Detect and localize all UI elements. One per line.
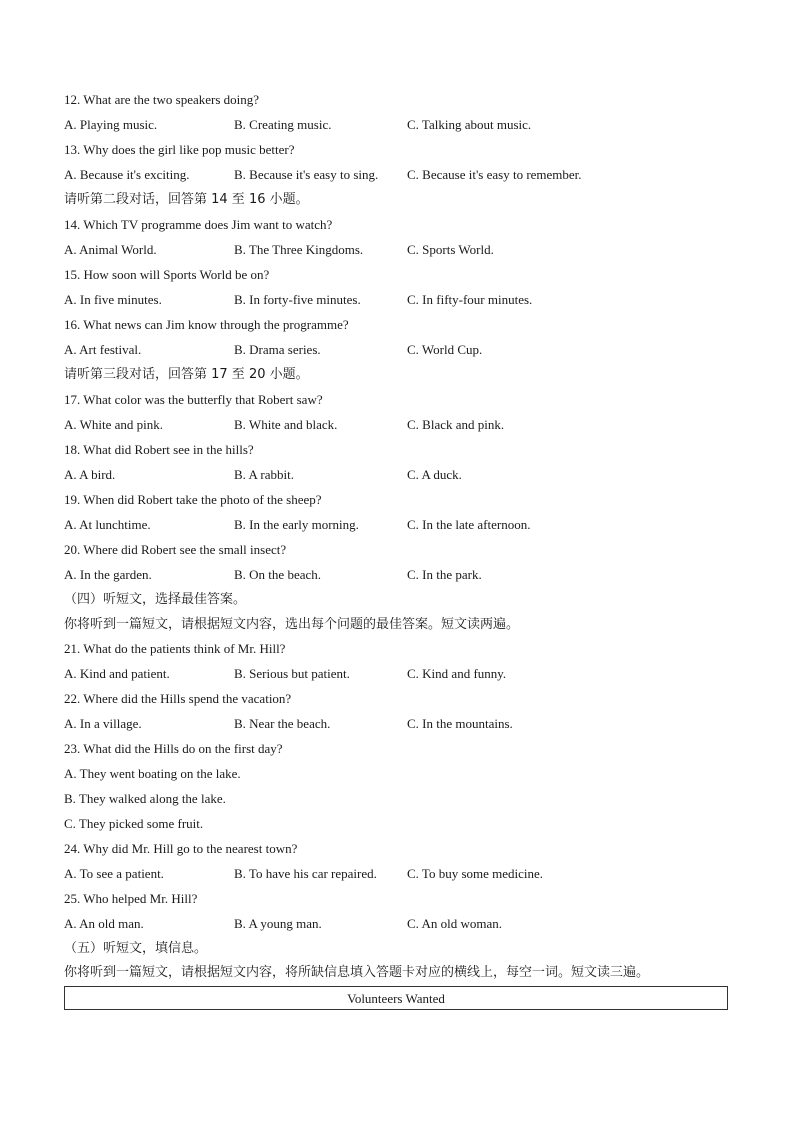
option-a: A. In five minutes. bbox=[64, 292, 162, 307]
option-b: B. To have his car repaired. bbox=[234, 866, 377, 881]
part-5-title: （五）听短文，填信息。 bbox=[64, 941, 208, 956]
part-4-instruction: 你将听到一篇短文，请根据短文内容，选出每个问题的最佳答案。短文读两遍。 bbox=[64, 617, 520, 632]
question-20-stem: 20. Where did Robert see the small insect? bbox=[64, 542, 287, 557]
question-23-option-a: A. They went boating on the lake. bbox=[64, 766, 241, 781]
option-a: A. A bird. bbox=[64, 467, 116, 482]
question-23-stem: 23. What did the Hills do on the first day? bbox=[64, 741, 283, 756]
question-25-stem: 25. Who helped Mr. Hill? bbox=[64, 891, 198, 906]
question-12-stem: 12. What are the two speakers doing? bbox=[64, 92, 260, 107]
question-15-stem: 15. How soon will Sports World be on? bbox=[64, 267, 270, 282]
option-c: C. In fifty-four minutes. bbox=[407, 292, 533, 307]
option-c: C. Black and pink. bbox=[407, 417, 505, 432]
option-a: A. White and pink. bbox=[64, 417, 164, 432]
option-a: A. To see a patient. bbox=[64, 866, 164, 881]
option-a: A. An old man. bbox=[64, 916, 144, 931]
question-23-option-b: B. They walked along the lake. bbox=[64, 791, 226, 806]
option-c: C. World Cup. bbox=[407, 342, 483, 357]
option-b: B. Near the beach. bbox=[234, 716, 331, 731]
option-c: C. Talking about music. bbox=[407, 117, 532, 132]
option-b: B. Serious but patient. bbox=[234, 666, 350, 681]
option-a: A. Kind and patient. bbox=[64, 666, 170, 681]
option-a: A. Playing music. bbox=[64, 117, 158, 132]
option-c: C. In the late afternoon. bbox=[407, 517, 531, 532]
section-3-instruction: 请听第三段对话，回答第 17 至 20 小题。 bbox=[64, 367, 309, 382]
question-16-stem: 16. What news can Jim know through the programme? bbox=[64, 317, 349, 332]
option-c: C. A duck. bbox=[407, 467, 462, 482]
question-24-stem: 24. Why did Mr. Hill go to the nearest town? bbox=[64, 841, 298, 856]
option-b: B. On the beach. bbox=[234, 567, 322, 582]
question-23-option-c: C. They picked some fruit. bbox=[64, 816, 204, 831]
question-19-stem: 19. When did Robert take the photo of the sheep? bbox=[64, 492, 322, 507]
question-13-stem: 13. Why does the girl like pop music better? bbox=[64, 142, 295, 157]
option-a: A. Animal World. bbox=[64, 242, 157, 257]
option-c: C. In the mountains. bbox=[407, 716, 513, 731]
option-c: C. Because it's easy to remember. bbox=[407, 167, 582, 182]
option-b: B. The Three Kingdoms. bbox=[234, 242, 364, 257]
option-b: B. In forty-five minutes. bbox=[234, 292, 361, 307]
option-a: A. Art festival. bbox=[64, 342, 142, 357]
option-c: C. To buy some medicine. bbox=[407, 866, 544, 881]
volunteers-table-header bbox=[64, 986, 728, 1010]
option-b: B. A rabbit. bbox=[234, 467, 294, 482]
option-c: C. In the park. bbox=[407, 567, 482, 582]
option-b: B. Drama series. bbox=[234, 342, 321, 357]
question-22-stem: 22. Where did the Hills spend the vacation? bbox=[64, 691, 292, 706]
option-a: A. In a village. bbox=[64, 716, 142, 731]
option-a: A. At lunchtime. bbox=[64, 517, 151, 532]
option-b: B. In the early morning. bbox=[234, 517, 359, 532]
option-b: B. White and black. bbox=[234, 417, 338, 432]
option-b: B. A young man. bbox=[234, 916, 322, 931]
part-4-title: （四）听短文，选择最佳答案。 bbox=[64, 592, 247, 607]
option-c: C. An old woman. bbox=[407, 916, 502, 931]
option-a: A. Because it's exciting. bbox=[64, 167, 190, 182]
option-c: C. Sports World. bbox=[407, 242, 494, 257]
option-a: A. In the garden. bbox=[64, 567, 152, 582]
question-21-stem: 21. What do the patients think of Mr. Hill? bbox=[64, 641, 286, 656]
option-b: B. Because it's easy to sing. bbox=[234, 167, 379, 182]
question-14-stem: 14. Which TV programme does Jim want to watch? bbox=[64, 217, 333, 232]
option-c: C. Kind and funny. bbox=[407, 666, 507, 681]
table-title: Volunteers Wanted bbox=[347, 991, 445, 1006]
question-18-stem: 18. What did Robert see in the hills? bbox=[64, 442, 254, 457]
section-2-instruction: 请听第二段对话，回答第 14 至 16 小题。 bbox=[64, 192, 309, 207]
question-17-stem: 17. What color was the butterfly that Robert saw? bbox=[64, 392, 323, 407]
option-b: B. Creating music. bbox=[234, 117, 332, 132]
part-5-instruction: 你将听到一篇短文，请根据短文内容，将所缺信息填入答题卡对应的横线上，每空一词。短文读三遍。 bbox=[64, 965, 650, 980]
